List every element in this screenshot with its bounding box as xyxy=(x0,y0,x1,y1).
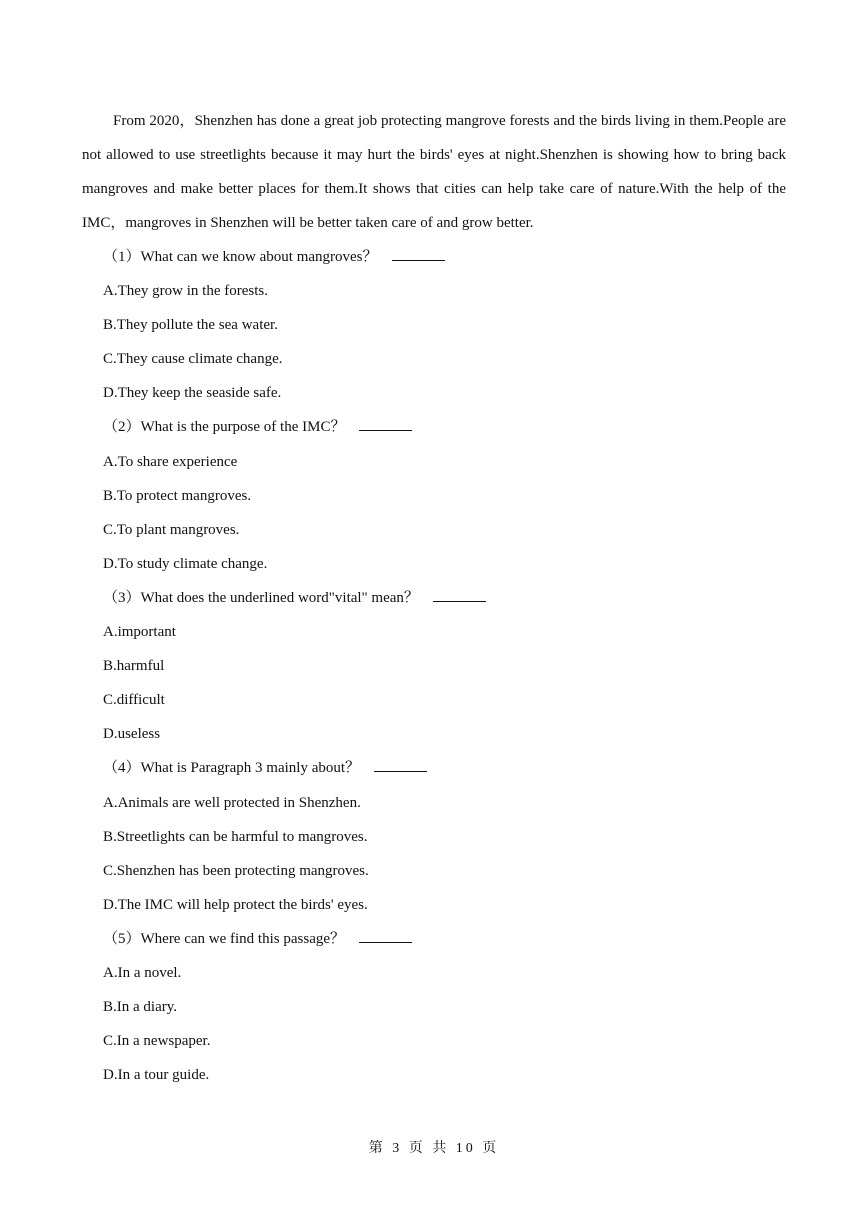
option-c: C.difficult xyxy=(103,692,165,709)
answer-blank[interactable] xyxy=(359,416,412,431)
answer-blank[interactable] xyxy=(374,757,427,772)
question-list xyxy=(0,240,868,1092)
option-d: D.In a tour guide. xyxy=(103,1067,210,1084)
option-d: D.They keep the seaside safe. xyxy=(103,385,282,402)
option-b: B.harmful xyxy=(103,658,165,675)
option-c: C.Shenzhen has been protecting mangroves. xyxy=(103,862,369,879)
question-stem: （3）What does the underlined word"vital" mean？ xyxy=(103,589,419,606)
question-2 xyxy=(0,410,868,444)
question-3 xyxy=(0,581,868,615)
option-d: D.The IMC will help protect the birds' eyes. xyxy=(103,896,368,913)
option-c: C.They cause climate change. xyxy=(103,351,283,368)
option-d: D.To study climate change. xyxy=(103,555,268,572)
option-d: D.useless xyxy=(103,726,161,743)
option-b: B.Streetlights can be harmful to mangroves. xyxy=(103,828,368,845)
answer-blank[interactable] xyxy=(433,587,486,602)
question-1 xyxy=(0,240,868,274)
option-a: A.In a novel. xyxy=(103,964,182,981)
passage-paragraph: From 2020，Shenzhen has done a great job protecting mangrove forests and the birds living in them.People are not allowed to use streetlights because it may hurt the birds' eyes at night.Shenzhen is showing how to bring back mangroves and make better places for them.It shows that cities can help take care of nature.With the help of the IMC，mangroves in Shenzhen will be better taken care of and grow better. xyxy=(82,113,786,231)
option-b: B.They pollute the sea water. xyxy=(103,317,278,334)
option-b: B.To protect mangroves. xyxy=(103,487,252,504)
question-stem: （5）Where can we find this passage？ xyxy=(103,930,346,947)
question-5 xyxy=(0,922,868,956)
option-a: A.They grow in the forests. xyxy=(103,283,268,300)
option-a: A.Animals are well protected in Shenzhen. xyxy=(103,794,361,811)
answer-blank[interactable] xyxy=(392,246,445,261)
page-footer: 第 3 页 共 10 页 xyxy=(368,1141,500,1156)
question-stem: （1）What can we know about mangroves？ xyxy=(103,249,378,265)
option-a: A.To share experience xyxy=(103,453,238,470)
option-c: C.In a newspaper. xyxy=(103,1033,211,1050)
answer-blank[interactable] xyxy=(359,928,412,943)
option-b: B.In a diary. xyxy=(103,999,178,1016)
option-c: C.To plant mangroves. xyxy=(103,521,240,538)
question-stem: （2）What is the purpose of the IMC？ xyxy=(103,419,346,436)
option-a: A.important xyxy=(103,624,176,641)
question-4 xyxy=(0,751,868,785)
question-stem: （4）What is Paragraph 3 mainly about？ xyxy=(103,760,361,777)
